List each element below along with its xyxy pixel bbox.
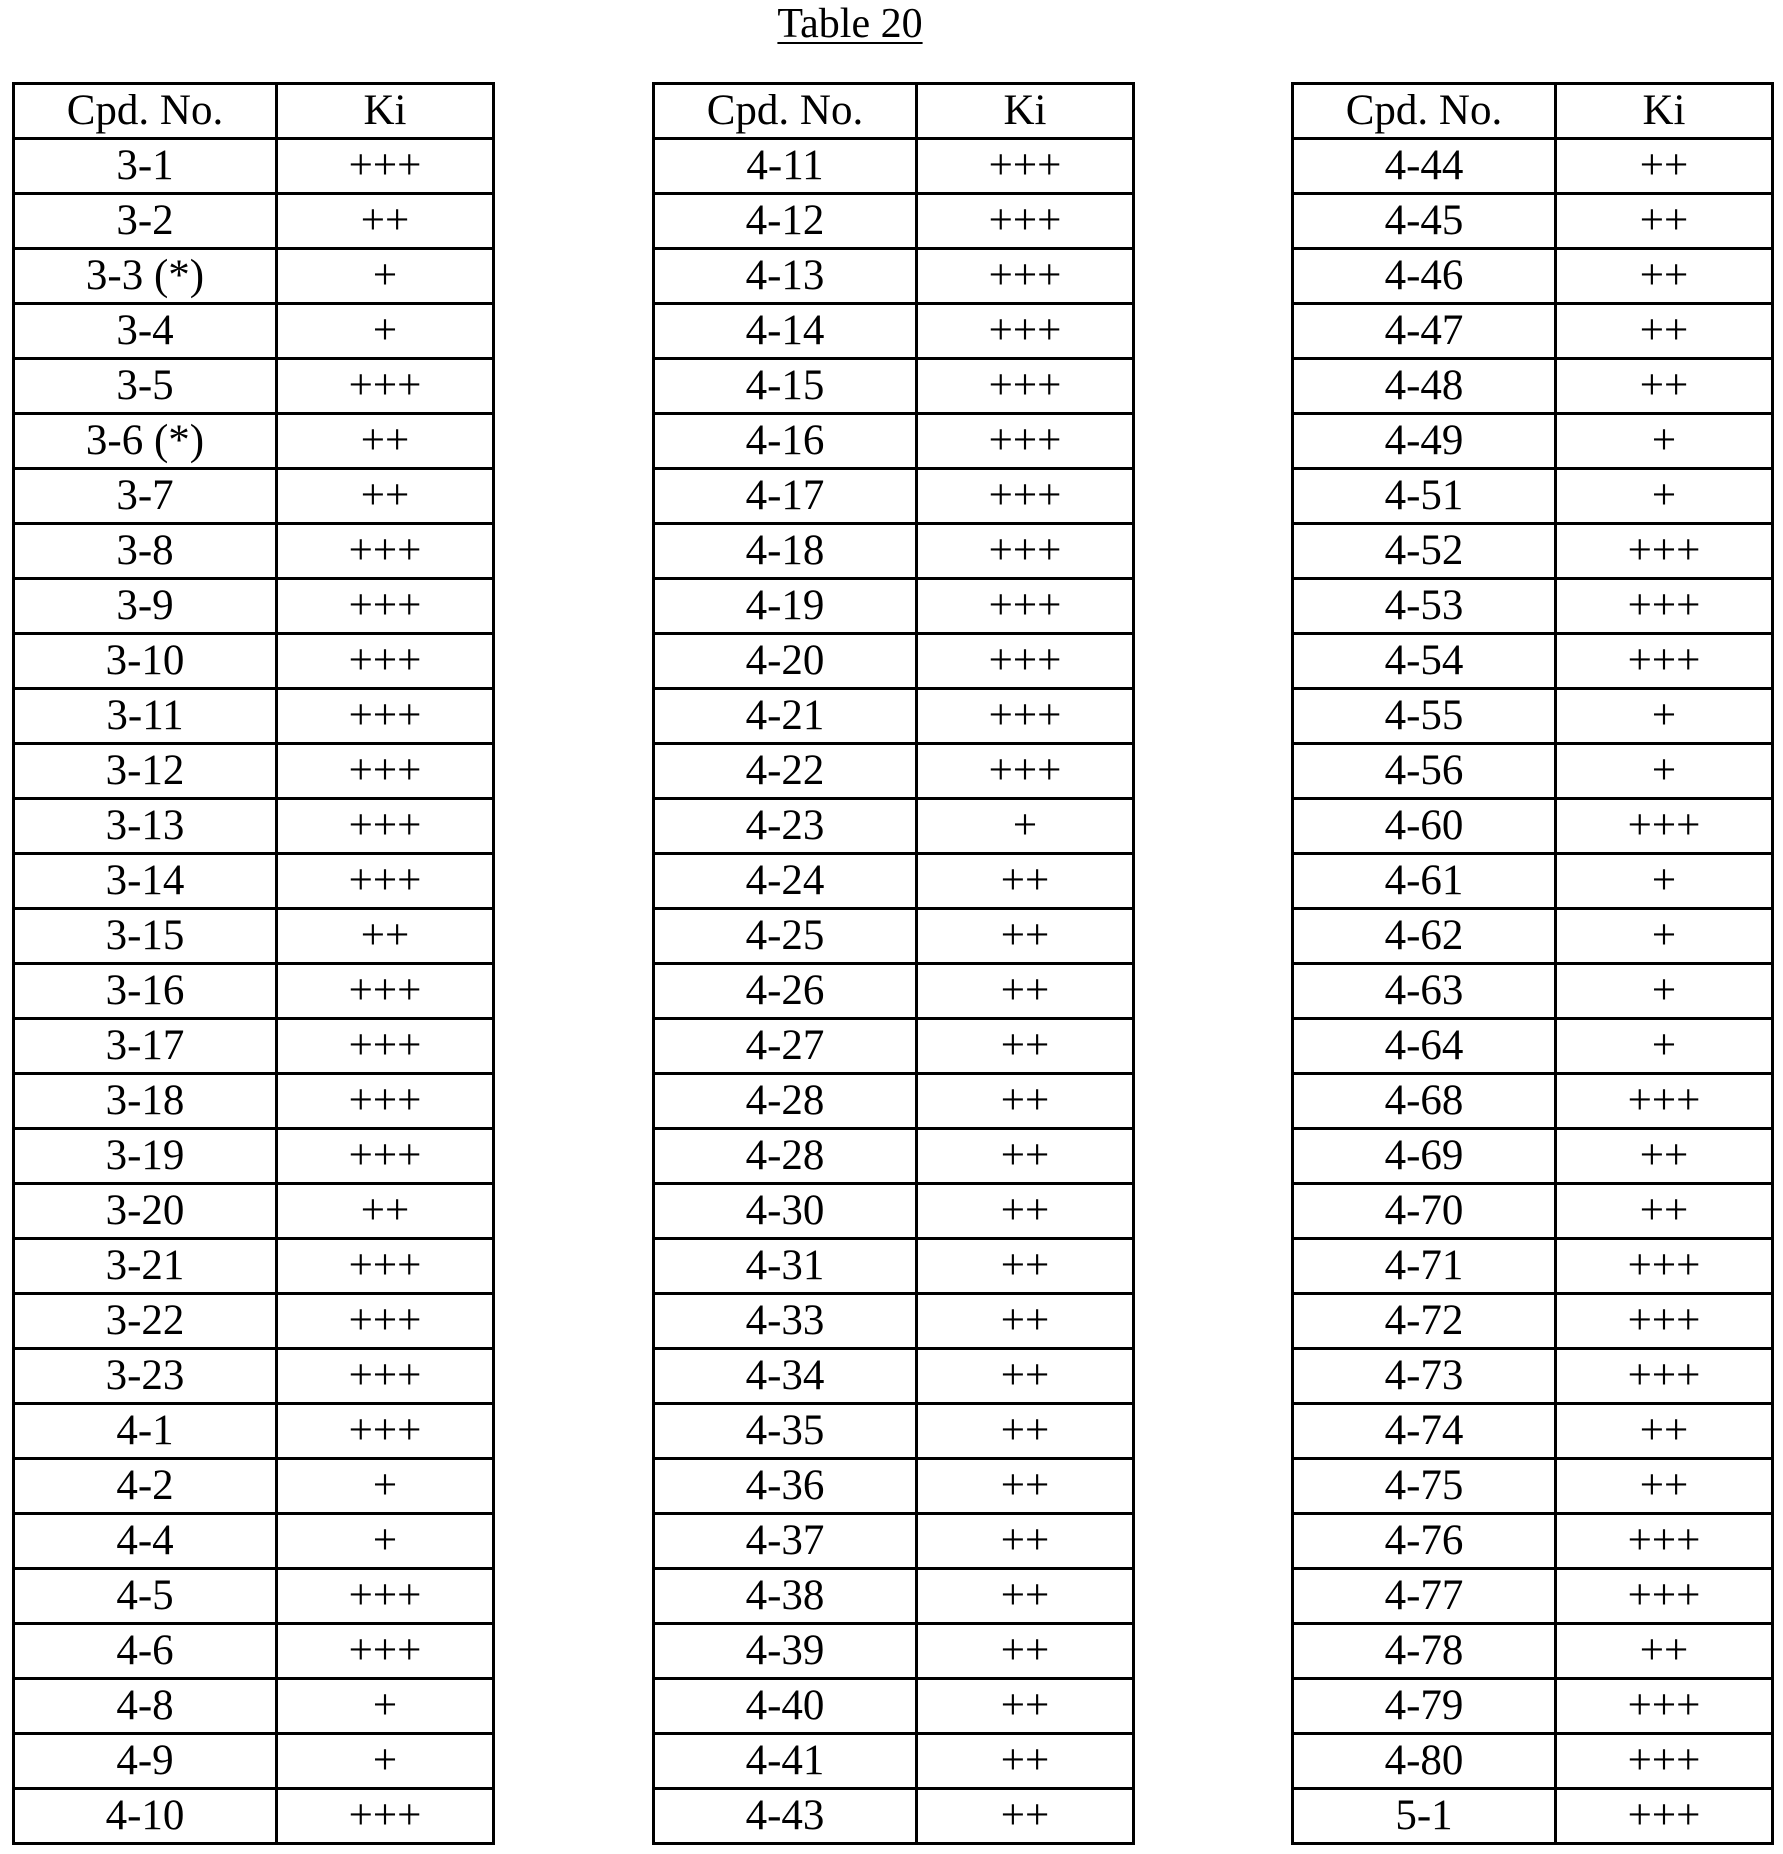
compound-number-cell: 4-55 — [1293, 689, 1556, 744]
table-row — [14, 359, 494, 414]
ki-value-cell: ++ — [917, 1789, 1134, 1844]
table-row — [14, 469, 494, 524]
ki-value-cell: ++ — [917, 1239, 1134, 1294]
compound-number-cell: 4-33 — [654, 1294, 917, 1349]
compound-number-cell: 4-63 — [1293, 964, 1556, 1019]
table-row — [14, 1404, 494, 1459]
ki-table-2 — [652, 82, 1135, 1845]
table-row — [1293, 304, 1773, 359]
table-row — [654, 1624, 1134, 1679]
ki-value-cell: + — [917, 799, 1134, 854]
ki-value-cell: ++ — [917, 1734, 1134, 1789]
compound-number-cell: 4-56 — [1293, 744, 1556, 799]
table-row — [1293, 964, 1773, 1019]
compound-number-cell: 4-74 — [1293, 1404, 1556, 1459]
compound-number-cell: 4-68 — [1293, 1074, 1556, 1129]
ki-value-cell: ++ — [917, 1569, 1134, 1624]
compound-number-cell: 3-18 — [14, 1074, 277, 1129]
compound-number-cell: 4-12 — [654, 194, 917, 249]
ki-value-cell: ++ — [917, 1624, 1134, 1679]
ki-value-cell: ++ — [917, 1184, 1134, 1239]
table-row — [1293, 524, 1773, 579]
compound-number-cell: 4-61 — [1293, 854, 1556, 909]
ki-value-cell: ++ — [1556, 359, 1773, 414]
compound-number-cell: 4-13 — [654, 249, 917, 304]
ki-value-cell: + — [1556, 689, 1773, 744]
table-row — [1293, 1019, 1773, 1074]
table-row — [654, 1239, 1134, 1294]
table-row — [1293, 909, 1773, 964]
ki-value-cell: +++ — [277, 1569, 494, 1624]
table-row — [14, 524, 494, 579]
ki-value-cell: +++ — [277, 1129, 494, 1184]
ki-value-cell: +++ — [277, 524, 494, 579]
compound-number-cell: 3-17 — [14, 1019, 277, 1074]
table-row — [14, 634, 494, 689]
table-row — [1293, 1129, 1773, 1184]
compound-number-cell: 4-62 — [1293, 909, 1556, 964]
compound-number-cell: 4-45 — [1293, 194, 1556, 249]
compound-number-cell: 3-3 (*) — [14, 249, 277, 304]
table-row — [1293, 634, 1773, 689]
table-row — [654, 744, 1134, 799]
compound-number-cell: 4-16 — [654, 414, 917, 469]
ki-value-cell: +++ — [1556, 634, 1773, 689]
compound-number-cell: 4-51 — [1293, 469, 1556, 524]
ki-value-cell: +++ — [277, 744, 494, 799]
table-row — [654, 964, 1134, 1019]
ki-value-cell: +++ — [277, 1349, 494, 1404]
ki-value-cell: + — [1556, 964, 1773, 1019]
ki-table-3 — [1291, 82, 1774, 1845]
header-ki: Ki — [1556, 84, 1773, 139]
compound-number-cell: 4-17 — [654, 469, 917, 524]
ki-value-cell: ++ — [917, 964, 1134, 1019]
ki-value-cell: + — [1556, 469, 1773, 524]
table-row — [1293, 1294, 1773, 1349]
ki-value-cell: +++ — [917, 744, 1134, 799]
table-row — [654, 1679, 1134, 1734]
ki-value-cell: +++ — [1556, 1294, 1773, 1349]
table-row — [654, 1349, 1134, 1404]
compound-number-cell: 4-5 — [14, 1569, 277, 1624]
compound-number-cell: 4-48 — [1293, 359, 1556, 414]
ki-value-cell: + — [277, 1514, 494, 1569]
table-row — [654, 1734, 1134, 1789]
table-row — [14, 799, 494, 854]
ki-value-cell: +++ — [1556, 799, 1773, 854]
table-row — [14, 1129, 494, 1184]
ki-value-cell: ++ — [917, 1514, 1134, 1569]
ki-value-cell: +++ — [277, 1239, 494, 1294]
ki-value-cell: ++ — [917, 1404, 1134, 1459]
compound-number-cell: 4-35 — [654, 1404, 917, 1459]
compound-number-cell: 4-18 — [654, 524, 917, 579]
compound-number-cell: 3-8 — [14, 524, 277, 579]
ki-value-cell: +++ — [277, 1624, 494, 1679]
table-row — [14, 1184, 494, 1239]
compound-number-cell: 4-19 — [654, 579, 917, 634]
compound-number-cell: 3-21 — [14, 1239, 277, 1294]
table-row — [654, 1459, 1134, 1514]
ki-value-cell: +++ — [917, 139, 1134, 194]
table-row — [654, 1184, 1134, 1239]
ki-value-cell: + — [277, 1459, 494, 1514]
header-row — [1293, 84, 1773, 139]
ki-value-cell: ++ — [277, 1184, 494, 1239]
compound-number-cell: 4-36 — [654, 1459, 917, 1514]
compound-number-cell: 4-69 — [1293, 1129, 1556, 1184]
ki-value-cell: +++ — [917, 579, 1134, 634]
table-row — [14, 1239, 494, 1294]
compound-number-cell: 3-11 — [14, 689, 277, 744]
ki-value-cell: ++ — [917, 1294, 1134, 1349]
table-row — [1293, 194, 1773, 249]
compound-number-cell: 4-78 — [1293, 1624, 1556, 1679]
compound-number-cell: 4-53 — [1293, 579, 1556, 634]
table-row — [1293, 414, 1773, 469]
compound-number-cell: 4-1 — [14, 1404, 277, 1459]
ki-value-cell: +++ — [917, 304, 1134, 359]
compound-number-cell: 4-47 — [1293, 304, 1556, 359]
compound-number-cell: 3-12 — [14, 744, 277, 799]
ki-value-cell: ++ — [917, 854, 1134, 909]
table-row — [14, 1074, 494, 1129]
table-row — [14, 1679, 494, 1734]
ki-value-cell: +++ — [1556, 1569, 1773, 1624]
compound-number-cell: 4-79 — [1293, 1679, 1556, 1734]
ki-value-cell: +++ — [277, 1789, 494, 1844]
compound-number-cell: 4-22 — [654, 744, 917, 799]
compound-number-cell: 3-14 — [14, 854, 277, 909]
table-row — [654, 194, 1134, 249]
ki-value-cell: ++ — [1556, 139, 1773, 194]
table-row — [14, 249, 494, 304]
table-row — [1293, 139, 1773, 194]
ki-value-cell: ++ — [917, 1679, 1134, 1734]
table-row — [1293, 1569, 1773, 1624]
table-row — [1293, 469, 1773, 524]
table-row — [14, 1734, 494, 1789]
table-row — [1293, 1239, 1773, 1294]
ki-value-cell: + — [277, 1679, 494, 1734]
table-row — [1293, 1679, 1773, 1734]
header-row — [654, 84, 1134, 139]
table-row — [1293, 1459, 1773, 1514]
table-row — [14, 1789, 494, 1844]
header-row — [14, 84, 494, 139]
ki-value-cell: ++ — [1556, 194, 1773, 249]
ki-value-cell: +++ — [277, 1074, 494, 1129]
compound-number-cell: 3-20 — [14, 1184, 277, 1239]
ki-table-1 — [12, 82, 495, 1845]
table-row — [14, 854, 494, 909]
ki-value-cell: ++ — [1556, 1404, 1773, 1459]
ki-value-cell: +++ — [917, 469, 1134, 524]
compound-number-cell: 4-34 — [654, 1349, 917, 1404]
ki-value-cell: + — [1556, 744, 1773, 799]
table-row — [654, 139, 1134, 194]
ki-value-cell: +++ — [917, 524, 1134, 579]
compound-number-cell: 3-5 — [14, 359, 277, 414]
table-row — [14, 964, 494, 1019]
ki-value-cell: + — [1556, 414, 1773, 469]
table-row — [654, 1569, 1134, 1624]
compound-number-cell: 3-2 — [14, 194, 277, 249]
ki-value-cell: ++ — [277, 194, 494, 249]
compound-number-cell: 4-77 — [1293, 1569, 1556, 1624]
table-row — [14, 1459, 494, 1514]
ki-value-cell: +++ — [1556, 1074, 1773, 1129]
table-row — [1293, 1514, 1773, 1569]
compound-number-cell: 4-9 — [14, 1734, 277, 1789]
compound-number-cell: 4-24 — [654, 854, 917, 909]
compound-number-cell: 4-70 — [1293, 1184, 1556, 1239]
header-cpd-no: Cpd. No. — [1293, 84, 1556, 139]
table-row — [654, 909, 1134, 964]
compound-number-cell: 4-27 — [654, 1019, 917, 1074]
table-title — [0, 0, 1700, 48]
ki-value-cell: ++ — [917, 1019, 1134, 1074]
ki-value-cell: +++ — [277, 634, 494, 689]
table-row — [654, 249, 1134, 304]
table-row — [14, 1514, 494, 1569]
ki-value-cell: +++ — [1556, 1239, 1773, 1294]
table-row — [654, 689, 1134, 744]
table-row — [14, 1019, 494, 1074]
ki-value-cell: ++ — [917, 909, 1134, 964]
compound-number-cell: 3-23 — [14, 1349, 277, 1404]
compound-number-cell: 4-14 — [654, 304, 917, 359]
compound-number-cell: 4-31 — [654, 1239, 917, 1294]
ki-value-cell: +++ — [277, 1294, 494, 1349]
header-ki: Ki — [277, 84, 494, 139]
ki-value-cell: ++ — [917, 1349, 1134, 1404]
table-row — [654, 1294, 1134, 1349]
ki-value-cell: + — [1556, 909, 1773, 964]
compound-number-cell: 4-25 — [654, 909, 917, 964]
ki-value-cell: ++ — [1556, 1184, 1773, 1239]
table-row — [654, 1789, 1134, 1844]
compound-number-cell: 3-15 — [14, 909, 277, 964]
compound-number-cell: 4-80 — [1293, 1734, 1556, 1789]
header-ki: Ki — [917, 84, 1134, 139]
compound-number-cell: 4-40 — [654, 1679, 917, 1734]
table-row — [14, 689, 494, 744]
compound-number-cell: 5-1 — [1293, 1789, 1556, 1844]
table-row — [654, 414, 1134, 469]
ki-value-cell: +++ — [277, 689, 494, 744]
ki-value-cell: +++ — [1556, 1679, 1773, 1734]
ki-value-cell: +++ — [277, 139, 494, 194]
ki-value-cell: ++ — [917, 1459, 1134, 1514]
ki-value-cell: +++ — [277, 579, 494, 634]
compound-number-cell: 4-21 — [654, 689, 917, 744]
table-row — [654, 359, 1134, 414]
ki-value-cell: +++ — [277, 854, 494, 909]
compound-number-cell: 4-38 — [654, 1569, 917, 1624]
table-row — [654, 304, 1134, 359]
ki-value-cell: +++ — [277, 964, 494, 1019]
compound-number-cell: 4-73 — [1293, 1349, 1556, 1404]
compound-number-cell: 4-71 — [1293, 1239, 1556, 1294]
compound-number-cell: 4-52 — [1293, 524, 1556, 579]
compound-number-cell: 4-72 — [1293, 1294, 1556, 1349]
header-cpd-no: Cpd. No. — [14, 84, 277, 139]
ki-value-cell: ++ — [1556, 1624, 1773, 1679]
table-row — [1293, 579, 1773, 634]
table-row — [1293, 1074, 1773, 1129]
table-row — [1293, 359, 1773, 414]
ki-value-cell: +++ — [917, 414, 1134, 469]
compound-number-cell: 4-20 — [654, 634, 917, 689]
ki-value-cell: ++ — [1556, 249, 1773, 304]
compound-number-cell: 4-76 — [1293, 1514, 1556, 1569]
ki-value-cell: +++ — [277, 1019, 494, 1074]
table-row — [654, 1129, 1134, 1184]
compound-number-cell: 4-46 — [1293, 249, 1556, 304]
compound-number-cell: 4-30 — [654, 1184, 917, 1239]
ki-value-cell: ++ — [277, 414, 494, 469]
ki-value-cell: ++ — [1556, 1129, 1773, 1184]
compound-number-cell: 4-2 — [14, 1459, 277, 1514]
ki-value-cell: ++ — [277, 909, 494, 964]
table-row — [14, 909, 494, 964]
table-row — [14, 744, 494, 799]
ki-value-cell: + — [277, 304, 494, 359]
compound-number-cell: 4-28 — [654, 1129, 917, 1184]
compound-number-cell: 3-9 — [14, 579, 277, 634]
table-row — [654, 799, 1134, 854]
ki-value-cell: +++ — [917, 689, 1134, 744]
table-row — [1293, 249, 1773, 304]
table-row — [654, 1074, 1134, 1129]
compound-number-cell: 4-4 — [14, 1514, 277, 1569]
table-row — [14, 579, 494, 634]
ki-value-cell: +++ — [1556, 524, 1773, 579]
table-row — [14, 1624, 494, 1679]
table-row — [14, 414, 494, 469]
table-row — [14, 1569, 494, 1624]
compound-number-cell: 4-23 — [654, 799, 917, 854]
ki-value-cell: +++ — [1556, 579, 1773, 634]
compound-number-cell: 3-16 — [14, 964, 277, 1019]
compound-number-cell: 4-8 — [14, 1679, 277, 1734]
ki-value-cell: +++ — [917, 634, 1134, 689]
ki-value-cell: +++ — [277, 359, 494, 414]
compound-number-cell: 4-60 — [1293, 799, 1556, 854]
compound-number-cell: 3-1 — [14, 139, 277, 194]
compound-number-cell: 4-75 — [1293, 1459, 1556, 1514]
compound-number-cell: 4-54 — [1293, 634, 1556, 689]
ki-value-cell: +++ — [917, 249, 1134, 304]
ki-value-cell: + — [277, 1734, 494, 1789]
compound-number-cell: 4-39 — [654, 1624, 917, 1679]
compound-number-cell: 4-15 — [654, 359, 917, 414]
table-row — [14, 139, 494, 194]
ki-value-cell: + — [1556, 1019, 1773, 1074]
ki-value-cell: + — [277, 249, 494, 304]
compound-number-cell: 3-7 — [14, 469, 277, 524]
compound-number-cell: 4-26 — [654, 964, 917, 1019]
table-row — [1293, 689, 1773, 744]
ki-value-cell: ++ — [277, 469, 494, 524]
table-row — [1293, 744, 1773, 799]
table-row — [654, 854, 1134, 909]
compound-number-cell: 4-28 — [654, 1074, 917, 1129]
ki-value-cell: ++ — [1556, 1459, 1773, 1514]
compound-number-cell: 4-11 — [654, 139, 917, 194]
ki-value-cell: ++ — [917, 1074, 1134, 1129]
compound-number-cell: 4-10 — [14, 1789, 277, 1844]
table-row — [1293, 854, 1773, 909]
table-row — [654, 524, 1134, 579]
ki-value-cell: +++ — [277, 799, 494, 854]
table-row — [654, 1514, 1134, 1569]
ki-value-cell: +++ — [1556, 1349, 1773, 1404]
compound-number-cell: 4-6 — [14, 1624, 277, 1679]
table-row — [1293, 1734, 1773, 1789]
compound-number-cell: 3-6 (*) — [14, 414, 277, 469]
ki-value-cell: + — [1556, 854, 1773, 909]
table-title-text: Table 20 — [777, 1, 922, 47]
table-row — [654, 469, 1134, 524]
compound-number-cell: 3-22 — [14, 1294, 277, 1349]
compound-number-cell: 3-4 — [14, 304, 277, 359]
table-row — [1293, 799, 1773, 854]
table-row — [1293, 1349, 1773, 1404]
compound-number-cell: 3-13 — [14, 799, 277, 854]
ki-value-cell: +++ — [917, 359, 1134, 414]
table-row — [14, 1294, 494, 1349]
table-row — [1293, 1789, 1773, 1844]
table-row — [1293, 1184, 1773, 1239]
ki-value-cell: +++ — [1556, 1514, 1773, 1569]
compound-number-cell: 4-37 — [654, 1514, 917, 1569]
table-row — [1293, 1404, 1773, 1459]
table-row — [1293, 1624, 1773, 1679]
header-cpd-no: Cpd. No. — [654, 84, 917, 139]
compound-number-cell: 4-41 — [654, 1734, 917, 1789]
table-row — [654, 1404, 1134, 1459]
compound-number-cell: 3-19 — [14, 1129, 277, 1184]
table-row — [14, 304, 494, 359]
ki-value-cell: ++ — [1556, 304, 1773, 359]
compound-number-cell: 4-43 — [654, 1789, 917, 1844]
compound-number-cell: 4-49 — [1293, 414, 1556, 469]
compound-number-cell: 3-10 — [14, 634, 277, 689]
ki-value-cell: +++ — [917, 194, 1134, 249]
compound-number-cell: 4-44 — [1293, 139, 1556, 194]
table-row — [14, 1349, 494, 1404]
table-row — [654, 1019, 1134, 1074]
ki-value-cell: +++ — [1556, 1789, 1773, 1844]
compound-number-cell: 4-64 — [1293, 1019, 1556, 1074]
ki-value-cell: +++ — [277, 1404, 494, 1459]
ki-value-cell: +++ — [1556, 1734, 1773, 1789]
ki-value-cell: ++ — [917, 1129, 1134, 1184]
table-row — [14, 194, 494, 249]
table-row — [654, 634, 1134, 689]
table-row — [654, 579, 1134, 634]
